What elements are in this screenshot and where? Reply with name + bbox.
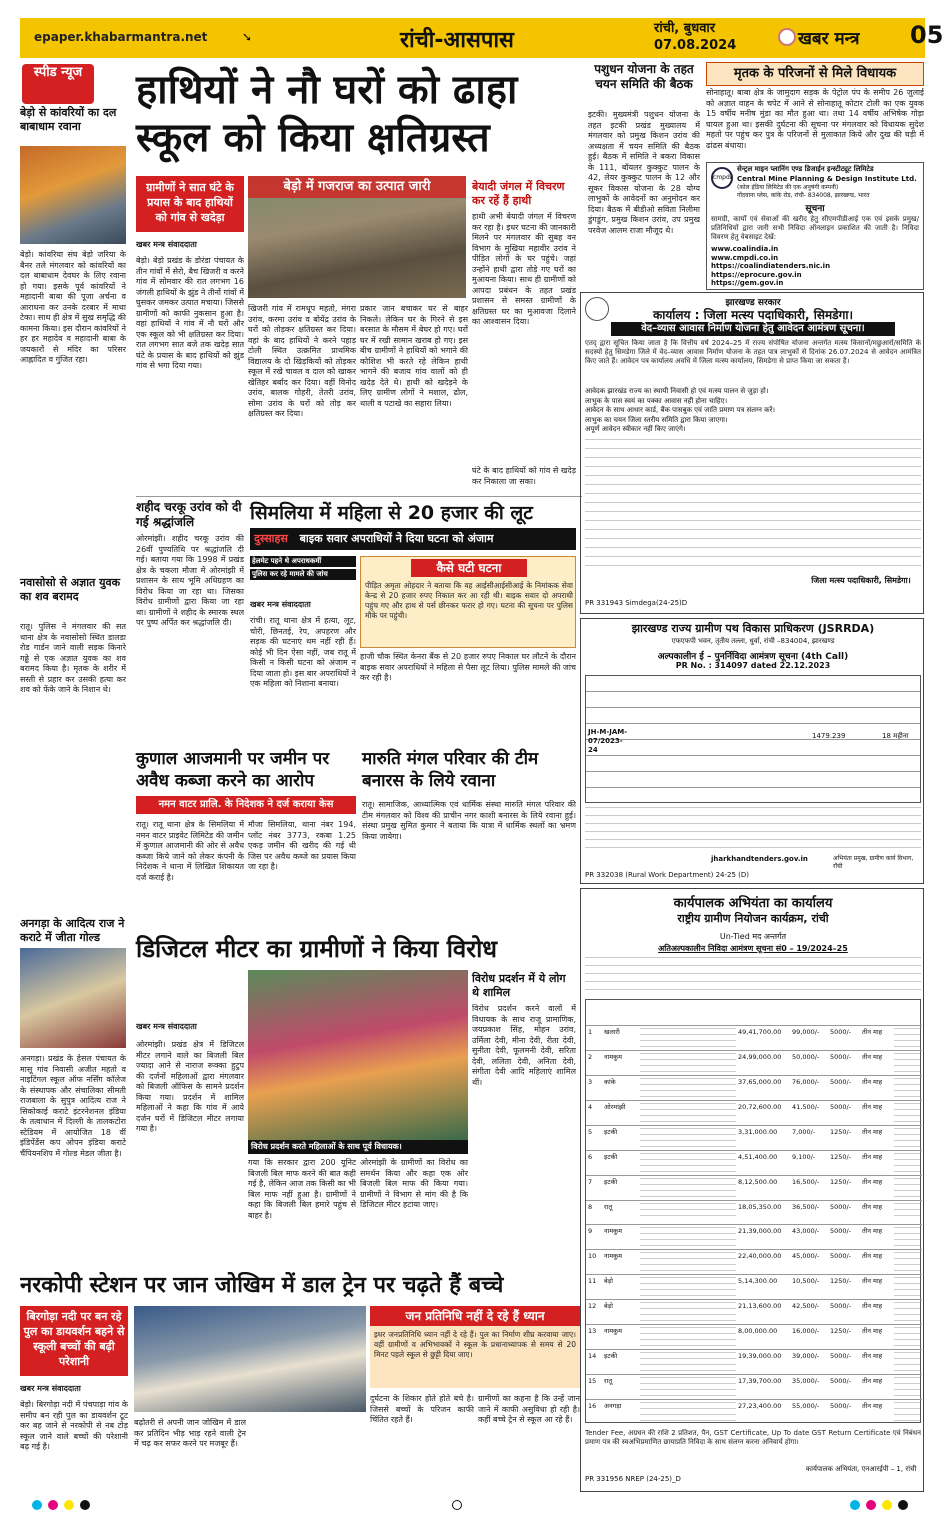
speed-news-badge	[22, 64, 94, 104]
notice-points	[585, 387, 921, 435]
lead-photo-caption: बेड़ो में गजराज का उत्पात जारी	[248, 176, 466, 198]
table-cell: 8	[588, 1202, 593, 1211]
reg-dot	[64, 1500, 74, 1510]
maruti-headline: मारुति मंगल परिवार की टीम बनारस के लिये रवाना	[362, 749, 539, 791]
reg-dot	[32, 1500, 42, 1510]
table-row	[586, 1050, 922, 1075]
reg-dot	[898, 1500, 908, 1510]
table-cell	[894, 1302, 920, 1321]
issue-date: 07.08.2024	[654, 38, 737, 53]
vidhayak-body: सोनाहातू। बाबा क्षेत्र के जामुदाग सड़क के पेट्रोल पंप के समीप 26 जुलाई को अज्ञात वाहन के चपेट में आने से सोनाहातू कोटार टोली का एक युवक 15 वर्षीय मनीष मुंडा का मौत हुआ था। तथा 14 वर्षीय अभिषेक गोड़ा घायल हुआ था। इसकी दुर्घटना की सूचना पर मंगलवार को विधायक सुदेश महतो पर पहुंच कर पुत्र के परिजनों से मुलाकात किये और दुख की घड़ी में ढांढस बंधाया।	[706, 88, 924, 150]
nrep-sub: Un-Tied मद अन्तर्गत	[719, 932, 787, 941]
sidebar-body: हाथी अभी बेयादी जंगल में विचरण कर रहा है। इधर घटना की जानकारी मिलने पर मंगलवार की सुबह वन विभाग के मुखिया महावीर उरांव ने पीड़ित लोगों के घर पहुंचे। जहां उन्होंने हाथी द्वारा तोड़े गए घरों का मुआयना किया। साथ ही ग्रामीणों को आपदा प्रबंधन के तहत प्रखंड प्रशासन से समस्त ग्रामीणों के क्षतिग्रस्त घर का मुआवजा दिलाने का आश्वासन दिया।	[472, 212, 576, 326]
table-cell	[894, 1053, 920, 1072]
table-cell: 24,99,000.00	[738, 1052, 782, 1061]
notice-point: लाभुक का चयन जिला स्तरीय समिति द्वारा किया जाएगा।	[585, 415, 728, 424]
table-cell	[894, 1178, 920, 1197]
table-cell: तीन माह	[862, 1377, 883, 1386]
govt-name: झारखण्ड सरकार	[725, 298, 781, 308]
table-cell: 1	[588, 1027, 593, 1036]
brand-logo-icon	[778, 28, 796, 46]
table-cell	[640, 1028, 736, 1047]
table-row	[586, 1299, 922, 1324]
table-cell: 1250/-	[830, 1277, 852, 1286]
byline: खबर मन्त्र संवाददाता	[136, 240, 197, 249]
table-cell	[640, 1277, 736, 1296]
reg-dot	[866, 1500, 876, 1510]
news-body: रातू। पुलिस ने मंगलवार की सत थाना क्षेत्र के नवासोसो स्थित डालडा रोड गार्डन जाने वाली सड़क किनारे गढ्ढे से एक अज्ञात युवक का शव बरामद किया है। मृतक के शरीर में सस्ती से प्रहार कर उसकी हत्या कर शव को फेंके जाने के निशान थे।	[20, 622, 126, 694]
table-row	[586, 1324, 922, 1349]
table-cell: 3	[588, 1077, 593, 1086]
table-cell: तीन माह	[862, 1152, 883, 1161]
cmpdi-link[interactable]: www.cmpdi.co.in	[711, 253, 779, 262]
digital-caption: विरोध प्रदर्शन करते महिलाओं के साथ पूर्व विधायक।	[248, 1140, 468, 1154]
table-cell: 1250/-	[830, 1127, 852, 1136]
table-cell: 43,000/-	[792, 1227, 820, 1236]
table-cell	[894, 1153, 920, 1172]
loot-kicker: दुस्साहस	[254, 532, 288, 545]
news-photo	[20, 146, 126, 244]
news-title: अनगड़ा के आदित्य राज ने कराटे में जीता गोल्ड	[20, 917, 125, 944]
notice-point: आवेदन के साथ आधार कार्ड, बैंक पासबुक एवं जाति प्रमाण पत्र संलग्न करें।	[585, 406, 775, 414]
nrep-sign: कार्यपालक अभियंता, एनआरईपी – 1, रांची	[805, 1465, 917, 1473]
table-cell	[894, 1078, 920, 1097]
table-cell: 16,500/-	[792, 1177, 820, 1186]
table-cell	[640, 1377, 736, 1396]
jsrrda-table	[585, 675, 921, 803]
table-cell: 4	[588, 1102, 593, 1111]
table-cell: 12	[588, 1302, 597, 1311]
table-cell	[640, 1302, 736, 1321]
notice-point: आवेदक झारखंड राज्य का स्थायी निवासी हो एवं मत्स्य पालन से जुड़ा हो।	[585, 387, 769, 395]
jsrrda-bottom-pr: PR 332038 (Rural Work Department) 24-25 (D)	[585, 871, 749, 879]
notice-sign: जिला मत्स्य पदाधिकारी, सिमडेगा।	[811, 576, 911, 585]
table-cell	[640, 1153, 736, 1172]
table-cell: तीन माह	[862, 1127, 883, 1136]
table-cell: कांके	[604, 1077, 616, 1086]
table-cell: 2	[588, 1052, 593, 1061]
nrep-note: Tender Fee, अग्रधन की राशि 2 प्रतिशत, पैन, GST Certificate, Up To date GST Return Certificate एवं निबंधन प्रमाण पत्र की स्वअभिप्रमाणित छायाप्रति निविदा के साथ संलग्न करना अनिवार्य होगा।	[585, 1429, 921, 1446]
digital-photo	[248, 970, 468, 1140]
digital-side-body: विरोध प्रदर्शन करने वालों में विधायक के साथ राजू प्रामाणिक, जयप्रकाश सिंह, मोहन उरांव, उर्मिला देवी, मीना देवी, रीता देवी, सुनीता देवी, फूलमनी देवी, सरिता देवी, ललिता देवी, अनिता देवी, संगीता देवी आदि महिलाएं शामिल थीं।	[472, 1004, 576, 1087]
jsrrda-notice	[580, 618, 924, 884]
table-cell: 3,31,000.00	[738, 1127, 778, 1136]
table-cell	[894, 1128, 920, 1147]
cmpdi-body: सामग्री, कार्यों एवं सेवाओं की खरीद हेतु सीएमपीडीआई एक एवं इसके प्रमुख/प्रतिनिधियों द्वारा जारी सभी निविदा ऑनलाइन प्रकाशित की जाती है। निविदा विवरण हेतु वेबसाइट देखें:	[711, 215, 919, 241]
table-cell: 9,100/-	[792, 1152, 816, 1161]
loot-box-body: पीड़ित अमृता ओहदार ने बताया कि वह आईसीआईसीआई के निमांकक सेवा केन्द्र से 20 हजार रुपए निकाल कर आ रही थी। बाइक सवार दो अपराधी पहुंच गए और हाथ से पर्स छीनकर फरार हो गए। घटना की सूचना पर पुलिस मौके पर पहुंची।	[365, 581, 573, 620]
loot-body: रांची। रातू थाना क्षेत्र में हत्या, लूट, चोरी, छिनतई, रेप, अपहरण और सड़क की घटनाएं थम नहीं रही हैं। कोई भी दिन ऐसा नहीं, जब रातू में किसी न किसी घटना को अंजाम न दिया जाता हो। इस बार अपराधियों ने एक महिला को निशाना बनाया।	[250, 616, 356, 688]
table-cell: अनगड़ा	[604, 1402, 622, 1411]
registration-marks	[20, 1500, 925, 1512]
table-cell: 41,500/-	[792, 1102, 820, 1111]
nrep-office: कार्यपालक अभियंता का कार्यालय	[673, 896, 833, 911]
cmpdi-sub: (कोल इंडिया लिमिटेड की एक अनुषंगी कम्पनी)	[737, 184, 839, 191]
section-title: रांची-आसपास	[400, 28, 514, 53]
sidebar-title: बेयादी जंगल में विचरण कर रहें हैं हाथी	[472, 180, 565, 207]
table-cell	[640, 1227, 736, 1246]
table-cell: 5000/-	[830, 1402, 852, 1411]
notice-point: अपूर्ण आवेदन स्वीकार नहीं किए जाएंगे।	[585, 425, 686, 433]
table-cell: रातू	[604, 1377, 613, 1386]
narkopi-deck: जन प्रतिनिधि नहीं दे रहे हैं ध्यान	[370, 1306, 580, 1326]
table-cell	[894, 1327, 920, 1346]
table-cell: तीन माह	[862, 1077, 883, 1086]
table-cell: तीन माह	[862, 1052, 883, 1061]
speed-news-label: स्पीड न्यूज	[33, 65, 83, 80]
table-cell: खलारी	[604, 1027, 620, 1036]
table-cell: 22,40,000.00	[738, 1252, 782, 1261]
cmpdi-link[interactable]: https://eprocure.gov.in	[711, 270, 802, 279]
news-title: नवासोसो से अज्ञात युवक का शव बरामद	[20, 576, 121, 603]
cmpdi-link[interactable]: https://gem.gov.in	[711, 279, 784, 287]
table-row	[586, 1224, 922, 1249]
kunal-body: मौजा सिमलिया, थाना नंबर 194, प्लॉट नंबर 3773, रकबा 1.25 एकड़ जमीन की खरीद की गई थी जिस पर अवैध कब्जे का प्रयास किया जा रहा है।	[248, 820, 356, 871]
reg-dot	[850, 1500, 860, 1510]
table-cell: 6	[588, 1152, 593, 1161]
table-cell: नामकुम	[604, 1052, 623, 1061]
table-cell	[640, 1327, 736, 1346]
table-cell: नामकुम	[604, 1327, 623, 1336]
notice-pr: PR 331943 Simdega(24-25)D	[585, 599, 688, 607]
pashudhan-title: पशुधन योजना के तहत चयन समिति की बैठक	[594, 62, 694, 91]
table-cell: 14	[588, 1352, 597, 1361]
narkopi-red: बिरगोड़ा नदी पर बन रहे पुल का डायवर्शन बहने से स्कूली बच्चों की बढ़ी परेशानी	[20, 1306, 128, 1376]
table-cell: 35,000/-	[792, 1377, 820, 1386]
table-cell: रातू	[604, 1202, 613, 1211]
table-cell: इटकी	[604, 1152, 618, 1161]
narkopi-photo	[134, 1306, 366, 1412]
narkopi-body: बेड़ो। बिरगोड़ा नदी में पंचपाड़ा गांव के समीप बन रही पुल का डायवर्शन टूट कर बह जाने से नरकोपी से नब टोड़ स्कूल जाने वाले बच्चों की परेशानी बढ़ गई है।	[20, 1400, 128, 1451]
table-cell	[640, 1203, 736, 1222]
table-cell: तीन माह	[862, 1102, 883, 1111]
table-cell: 5000/-	[830, 1052, 852, 1061]
sidebar-body: घंटे के बाद हाथियों को गांव से खदेड़ कर निकाला जा सका।	[472, 466, 576, 486]
table-cell: 5000/-	[830, 1302, 852, 1311]
news-photo	[20, 948, 126, 1048]
reg-dot	[452, 1500, 462, 1510]
table-cell: 49,41,700.00	[738, 1027, 782, 1036]
byline: खबर मन्त्र संवाददाता	[136, 1022, 197, 1031]
notice-title: वेद–व्यास आवास निर्माण योजना हेतु आवेदन आमंत्रण सूचना।	[611, 322, 895, 336]
table-cell: 1250/-	[830, 1327, 852, 1336]
kunal-headline: कुणाल आजमानी पर जमीन पर अवैध कब्जा करने का आरोप	[136, 749, 330, 791]
cmpdi-logo-text: cmpdi	[713, 174, 732, 181]
table-cell	[894, 1103, 920, 1122]
table-cell: 10,500/-	[792, 1277, 820, 1286]
table-cell: 20,72,600.00	[738, 1102, 782, 1111]
table-cell: 5000/-	[830, 1102, 852, 1111]
nrep-notice	[580, 888, 924, 1492]
cmpdi-links	[711, 245, 919, 288]
table-cell	[894, 1277, 920, 1296]
table-cell	[894, 1402, 920, 1421]
lead-body: प्रकार जान बचाकर घर से बाहर निकले। लेकिन घर के गिरने से इस बरसात के मौसम में बेघर हो गए। घरों घर में रखी सामान खराब हो गए। इस बीच ग्रामीणों ने हाथियों को भगाने की कोशिश भी करते रहे लेकिन हाथी भागने की बजाय गांव वालों को ही खदेड़ देते थे। हाथी को खदेड़ने के लिए ग्रामीण लोगों ने मशाल, ढोल, थाली व पटाखे का सहारा लिया।	[360, 304, 468, 408]
byline: खबर मन्त्र संवाददाता	[20, 1384, 81, 1393]
table-cell: 17,39,700.00	[738, 1377, 782, 1386]
table-row	[586, 1150, 922, 1175]
table-cell: 5000/-	[830, 1077, 852, 1086]
table-cell: 99,000/-	[792, 1027, 820, 1036]
table-cell: 5000/-	[830, 1202, 852, 1211]
table-row	[586, 1349, 922, 1374]
table-cell: 5000/-	[830, 1252, 852, 1261]
table-cell: 1250/-	[830, 1177, 852, 1186]
vidhayak-title: मृतक के परिजनों से मिले विधायक	[733, 66, 897, 81]
table-cell: 37,65,000.00	[738, 1077, 782, 1086]
news-title: बेड़ो से कांवरियों का दल बाबाधाम रवाना	[20, 106, 117, 133]
table-cell	[640, 1402, 736, 1421]
nrep-pr: PR 331956 NREP (24-25)_D	[585, 1475, 681, 1483]
table-cell: 76,000/-	[792, 1077, 820, 1086]
table-cell: 1250/-	[830, 1152, 852, 1161]
jsrrda-pr-no: PR No. : 314097 dated 22.12.2023	[675, 661, 831, 670]
table-cell: 19,39,000.00	[738, 1352, 782, 1361]
loot-headline: सिमलिया में महिला से 20 हजार की लूट	[250, 502, 533, 524]
jsrrda-period: 18 महीना	[882, 732, 909, 740]
loot-box	[360, 556, 576, 648]
table-cell: 8,00,000.00	[738, 1327, 778, 1336]
table-cell: 5000/-	[830, 1227, 852, 1236]
digital-body: गया कि सरकार द्वारा 200 यूनिट बिजली बिल माफ करने की बात कही गई है, लेकिन आज तक किसी का भी बिल माफ नहीं हुआ है। ग्रामीणों ने कहा कि बिजली बिल हमारे पहुंच से बाहर है।	[248, 1158, 356, 1220]
digital-body: ओरमांझी। प्रखंड क्षेत्र में डिजिटल मीटर लगाने वाले का बिजली बिल ज्यादा आने से नाराज रूक्का हुटुप की दर्जनों महिलाओं द्वारा मंगलवार को बिजली ऑफिस के सामने प्रदर्शन किया गया। प्रदर्शन में शामिल महिलाओं ने कहा कि गांव में आये दर्जन घरों में डिजिटल मीटर लगाया गया है।	[136, 1040, 244, 1133]
speed-news-column	[20, 62, 128, 1440]
cmpdi-logo-icon	[711, 167, 733, 189]
loot-deck-bar	[250, 528, 576, 550]
reg-dot	[48, 1500, 58, 1510]
vidhayak-title-bar	[706, 62, 924, 86]
table-row	[586, 1075, 922, 1100]
table-cell: 9	[588, 1227, 593, 1236]
table-cell: 42,500/-	[792, 1302, 820, 1311]
table-cell	[640, 1352, 736, 1371]
nrep-header-filler	[585, 957, 921, 997]
table-cell: ओरमांझी	[604, 1102, 626, 1111]
table-cell	[894, 1252, 920, 1271]
jsrrda-notice-title: अल्पकालीन ई – पुनर्निविदा आमंत्रण सूचना (4th Call)	[657, 652, 849, 662]
table-cell: 16	[588, 1402, 597, 1411]
table-cell: इटकी	[604, 1127, 618, 1136]
lead-subhead: ग्रामीणों ने सात घंटे के प्रयास के बाद हाथियों को गांव से खदेड़ा	[136, 176, 244, 232]
digital-side-title: विरोध प्रदर्शन में ये लोग थे शामिल	[472, 972, 566, 999]
table-cell	[894, 1227, 920, 1246]
table-cell: 11	[588, 1277, 597, 1286]
page-number: 05	[910, 21, 944, 49]
city-day: रांची, बुधवार	[654, 21, 716, 36]
reg-dot	[80, 1500, 90, 1510]
narkopi-box	[370, 1306, 580, 1388]
table-cell	[640, 1103, 736, 1122]
news-body: बेड़ो। कांवरिया संघ बेड़ो जरिया के बैनर तले मंगलवार को कांवरियों का दल बाबाधाम देवघर के लिए रवाना हो गया। इसके पूर्व कांवरियों ने महादानी बाबा की पूजा अर्चना व आराधना कर उनके दरबार में माथा टेका। साथ ही क्षेत्र में सुख समृद्धि की कामना किया। इस दौरान कांवरियों ने हर हर महादेव व महादानी बाबा के जयकारों से मंदिर का परिसर आह्लादित व गुंजित रहा।	[20, 250, 126, 364]
jsrrda-sign: अभियंता प्रमुख, ग्रामीण कार्य विभाग, राँची	[833, 855, 914, 870]
table-cell: 4,51,400.00	[738, 1152, 778, 1161]
table-cell: 5000/-	[830, 1377, 852, 1386]
cmpdi-addr: गोंदवाना प्लेस, कांके रोड, रांची- 834008, झारखण्ड, भारत	[737, 192, 870, 199]
brand-name: खबर मन्त्र	[798, 29, 860, 49]
table-cell: 15	[588, 1377, 597, 1386]
table-cell: 55,000/-	[792, 1402, 820, 1411]
jsrrda-website[interactable]: jharkhandtenders.gov.in	[711, 855, 808, 863]
pashudhan-body: इटकी। मुख्यमंत्री पशुधन योजना के तहत इटकी प्रखंड मुख्यालय में मंगलवार को प्रमुख किशन उरांव की अध्यक्षता में चयन समिति की बैठक हुई। बैठक में समिति ने बकरा विकास के 111, बॉयलर कुक्कुट पालन के 42, लेयर कुक्कुट पालन के 12 और सूकर विकास योजना के 28 योग्य लाभुकों के आवेदनों का अनुमोदन कर दिया। बैठक में बीडीओ सविता निलीमा डुंगडुंग, प्रमुख किशन उरांव, उप प्रमुख परवेज आलम राजा मौजूद थे।	[588, 110, 700, 235]
table-cell: तीन माह	[862, 1227, 883, 1236]
table-cell	[894, 1203, 920, 1222]
table-cell: 27,23,400.00	[738, 1402, 782, 1411]
table-cell: तीन माह	[862, 1302, 883, 1311]
jsrrda-addr: एफएफपी भवन, तृतीय तल्ला, धुर्वा, रांची –834004, झारखण्ड	[671, 637, 835, 645]
table-cell: तीन माह	[862, 1352, 883, 1361]
table-row	[586, 1249, 922, 1274]
table-cell: 8,12,500.00	[738, 1177, 778, 1186]
table-cell	[640, 1053, 736, 1072]
kunal-body: रातू। रातू थाना क्षेत्र के सिमलिया में नमन वाटर प्राइवेट लिमिटेड की जमीन में कुणाल आजमानी की ओर से अवैध कब्जा किये जाने को लेकर कंपनी के निदेशक ने थाना में लिखित शिकायत दर्ज कराई है।	[136, 820, 244, 882]
loot-deck: बाइक सवार अपराधियों ने दिया घटना को अंजाम	[299, 532, 494, 545]
cmpdi-org-hi: सेन्ट्रल माइन प्लानिंग एण्ड डिजाईन इन्स्टीट्यूट लिमिटेड	[737, 165, 874, 173]
digital-body: ओरमांझी के ग्रामीणों का विरोध का समर्थन किया और कहा एक ओर बिजली बिल माफ की किया गया। ग्रामीणों ने विभाग से मांग की है कि डिजिटल मीटर हटाया जाए।	[360, 1158, 468, 1209]
table-cell: बेड़ो	[604, 1277, 613, 1286]
table-cell	[640, 1128, 736, 1147]
lead-body: खिजरी गांव में रामधूप महतो, मंगरा उरांव, करमा उरांव व बोयेंद्र उरांव के घरों को तोड़कर क्षतिग्रस्त कर दिया। वहां के बाद हाथियों ने करने पहाड़ टोली स्थित उत्क्रमित प्राथमिक विद्यालय के दो खिड़कियों को तोड़कर स्कूल में रखे चावल व दाल को खाकर खेतिहर बर्बाद कर दिया। वहीं विनोद उरांव, बालक गोहरी, तेतरी उरांव, सोमा उरांव के घरों को तोड़ कर क्षतिग्रस्त कर दिया।	[248, 304, 356, 418]
loot-box-title: कैसे घटी घटना	[411, 559, 527, 577]
cursor-icon: ➘	[242, 30, 253, 44]
table-cell: 36,500/-	[792, 1202, 820, 1211]
notice-point: लाभुक के पास स्वयं का पक्का आवास नहीं होना चाहिए।	[585, 396, 728, 405]
table-row	[586, 1175, 922, 1200]
table-cell: तीन माह	[862, 1027, 883, 1036]
cmpdi-org-en: Central Mine Planning & Design Institute Ltd.	[737, 175, 917, 183]
table-cell: 10	[588, 1252, 597, 1261]
table-cell	[640, 1178, 736, 1197]
table-cell	[894, 1352, 920, 1371]
nrep-notice-title: अतिअल्पकालीन निविदा आमंत्रण सूचना सं0 – 19/2024–25	[658, 944, 848, 953]
news-body: अनगड़ा। प्रखंड के हेसल पंचायत के मासू गांव निवासी अजीत महतो व नाइटिंगल स्कूल ऑफ नर्सिंग कॉलेज के संस्थापक और संचालिका सीमती राजबाला के सुपुत्र आदित्य राज ने सिकोकाई कराटे इंटरनेशनल इंडिया के तत्वाधान में दिल्ली के तालकटोरा स्टेडियम में आयोजित 18 वीं इंडिपेंडेंस कप ओपन इंडिया कराटे चैंपियनशिप में गोल्ड मेडल जीता है।	[20, 1054, 126, 1158]
lead-headline: हाथियों ने नौ घरों को ढाहा स्कूल को किया क्षतिग्रस्त	[136, 67, 518, 161]
narkopi-body: बढ़ोतरी से अपनी जान जोखिम में डाल कर प्रतिदिन भीड़ भाड़ रहने वाली ट्रेन में चढ़ कर सफर करने पर मजबूर हैं।	[134, 1418, 246, 1448]
narkopi-body: दुर्घटना के शिकार होते होते बचे है। जिससे बच्चों के परिजन काफी चिंतित रहते हैं।	[370, 1394, 474, 1424]
cmpdi-notice	[706, 162, 924, 290]
loot-bullet: हेलमेट पहने थे अपराधकर्मी	[250, 556, 356, 567]
table-row	[586, 1025, 922, 1050]
loot-body: हाजी चौक स्थित केनरा बैंक से 20 हजार रुपए निकाल घर लौटने के दौरान बाइक सवार अपराधियों ने महिला से पैसा लूट लिया। पुलिस मामले की जांच कर रही है।	[360, 652, 576, 682]
nrep-dept: राष्ट्रीय ग्रामीण नियोजन कार्यक्रम, रांची	[677, 912, 829, 925]
cmpdi-link[interactable]: www.coalindia.in	[711, 245, 779, 253]
table-cell: 16,000/-	[792, 1327, 820, 1336]
jsrrda-filler	[585, 807, 921, 853]
table-cell: 21,39,000.00	[738, 1227, 782, 1236]
table-cell	[640, 1078, 736, 1097]
byline: खबर मन्त्र संवाददाता	[250, 600, 311, 609]
table-cell: 13	[588, 1327, 597, 1336]
table-row	[586, 1125, 922, 1150]
table-cell: 5,14,300.00	[738, 1277, 778, 1286]
table-cell	[894, 1377, 920, 1396]
table-cell: तीन माह	[862, 1202, 883, 1211]
shahid-body: ओरमांझी। शहीद चरकू उरांव की 26वीं पुण्यतिथि पर श्रद्धांजलि दी गई। बताया गया कि 1998 में प्रखंड क्षेत्र के चकला मौजा में ओरमांझी में प्रशासन के साथ भूमि अधिग्रहण का विरोध किया जा रहा था। जिसका विरोध ग्रामीणों द्वारा किया जा रहा था। ग्रामीणों ने शहीद के स्मारक स्थल पर पुष्प अर्पित कर श्रद्धांजलि दी।	[136, 534, 244, 627]
table-cell: इटकी	[604, 1352, 618, 1361]
office-name: कार्यालय : जिला मत्स्य पदाधिकारी, सिमडेगा।	[653, 308, 853, 322]
table-cell: तीन माह	[862, 1252, 883, 1261]
table-cell: 7,000/-	[792, 1127, 816, 1136]
narkopi-headline: नरकोपी स्टेशन पर जान जोखिम में डाल ट्रेन पर चढ़ते हैं बच्चे	[20, 1273, 504, 1298]
table-cell: नामकुम	[604, 1252, 623, 1261]
simdega-notice	[580, 292, 924, 614]
table-cell: 5000/-	[830, 1352, 852, 1361]
notice-body: एतद् द्वारा सूचित किया जाता है कि वित्तीय वर्ष 2024–25 में राज्य संपोषित योजना अन्तर्गत मत्स्य किसानों/मछुआरों/समिति के सदस्यों हेतु सिमडेगा जिले में वेद–व्यास आवास निर्माण योजना के तहत पात्र लाभुकों से दिनांक 26.07.2024 से आवेदन आमंत्रित किए जाते हैं। आवेदन पत्र कार्यालय अवधि में जिला मत्स्य कार्यालय, सिमडेगा से प्राप्त किया जा सकता है।	[585, 339, 921, 365]
maruti-body: रातू। सामाजिक, आध्यात्मिक एवं धार्मिक संस्था मारुति मंगल परिवार की टीम मंगलवार को विश्व की प्राचीन नगर काशी बनारस के लिये रवाना हुई। संस्था प्रमुख सुमित कुमार ने बताया कि यात्रा में धार्मिक स्थलों का भ्रमण किया जायेगा।	[362, 800, 576, 841]
loot-bullet: पुलिस कर रहे मामले की जांच	[250, 569, 356, 580]
narkopi-box-body: इधर जनप्रतिनिधि ध्यान नहीं दे रहे हैं। पुल का निर्माण शीघ्र करवाया जाए। वहीं ग्रामीणों व अभिभावकों ने स्कूल के प्रधानाध्यापक से समय से 20 मिनट पहले स्कूल से छुट्टी दिया जाए।	[374, 1330, 576, 1359]
table-cell: 18,05,350.00	[738, 1202, 782, 1211]
cmpdi-notice-title: सूचना	[805, 204, 825, 214]
narkopi-body: ग्रामीणों का कहना है कि उन्हें जान जाने में काफी असुविधा हो रही है। कहीं बच्चे ट्रेन से स्कूल आ रहे हैं।	[478, 1394, 580, 1424]
table-row	[586, 1374, 922, 1399]
jsrrda-title: झारखण्ड राज्य ग्रामीण पथ विकास प्राधिकरण (JSRRDA)	[631, 622, 875, 635]
table-cell	[894, 1028, 920, 1047]
table-cell: 5	[588, 1127, 593, 1136]
table-cell: 21,13,600.00	[738, 1302, 782, 1311]
nrep-table	[585, 999, 921, 1423]
table-cell: तीन माह	[862, 1177, 883, 1186]
table-cell: 50,000/-	[792, 1052, 820, 1061]
table-cell: 7	[588, 1177, 593, 1186]
table-cell: तीन माह	[862, 1327, 883, 1336]
table-cell: 45,000/-	[792, 1252, 820, 1261]
loot-bullets	[250, 556, 356, 580]
table-row	[586, 1274, 922, 1299]
table-cell: बेड़ो	[604, 1302, 613, 1311]
table-row	[586, 1100, 922, 1125]
masthead-bar	[20, 18, 944, 58]
digital-headline: डिजिटल मीटर का ग्रामीणों ने किया विरोध	[136, 935, 498, 963]
reg-dot	[882, 1500, 892, 1510]
table-cell: 5000/-	[830, 1027, 852, 1036]
jsrrda-amount: 1479.239	[812, 732, 846, 740]
site-url[interactable]: epaper.khabarmantra.net	[34, 30, 208, 44]
table-cell: तीन माह	[862, 1277, 883, 1286]
table-cell	[640, 1252, 736, 1271]
jsrrda-tender-ref: JH-M-JAM-07/2023-24	[588, 728, 628, 754]
notice-filler	[585, 439, 921, 569]
dateline	[654, 20, 736, 54]
table-cell: इटकी	[604, 1177, 618, 1186]
kunal-red: नमन वाटर प्रालि. के निदेशक ने दर्ज कराया केस	[136, 796, 356, 814]
shahid-title: शहीद चरकू उरांव को दी गई श्रद्धांजलि	[136, 500, 242, 529]
cmpdi-link[interactable]: https://coalindiatenders.nic.in	[711, 262, 831, 270]
table-cell: 39,000/-	[792, 1352, 820, 1361]
table-row	[586, 1200, 922, 1225]
divider	[136, 496, 582, 497]
table-row	[586, 1399, 922, 1424]
table-cell: तीन माह	[862, 1402, 883, 1411]
lead-body: बेड़ो। बेड़ो प्रखंड के डोरंडा पंचायत के तीन गांवों में सेरो, बैच खिजरी व करने गांव में सोमवार की रात लगभग 16 जंगली हाथियों के झुंड ने तीनों गांवों में घुसकर जमकर उत्पात मचाया। जिससे ग्रामीणों को काफी नुकसान हुआ है। वहां हाथियों ने गांव में नौ घरों और एक स्कूल को भी क्षतिग्रस्त कर दिया। रात लगभग सात बजे तक खदेड़ सात घंटे के प्रयास के बाद हाथियों को झुंड गांव से भगा दिया गया।	[136, 256, 244, 370]
table-cell: नामकुम	[604, 1227, 623, 1236]
